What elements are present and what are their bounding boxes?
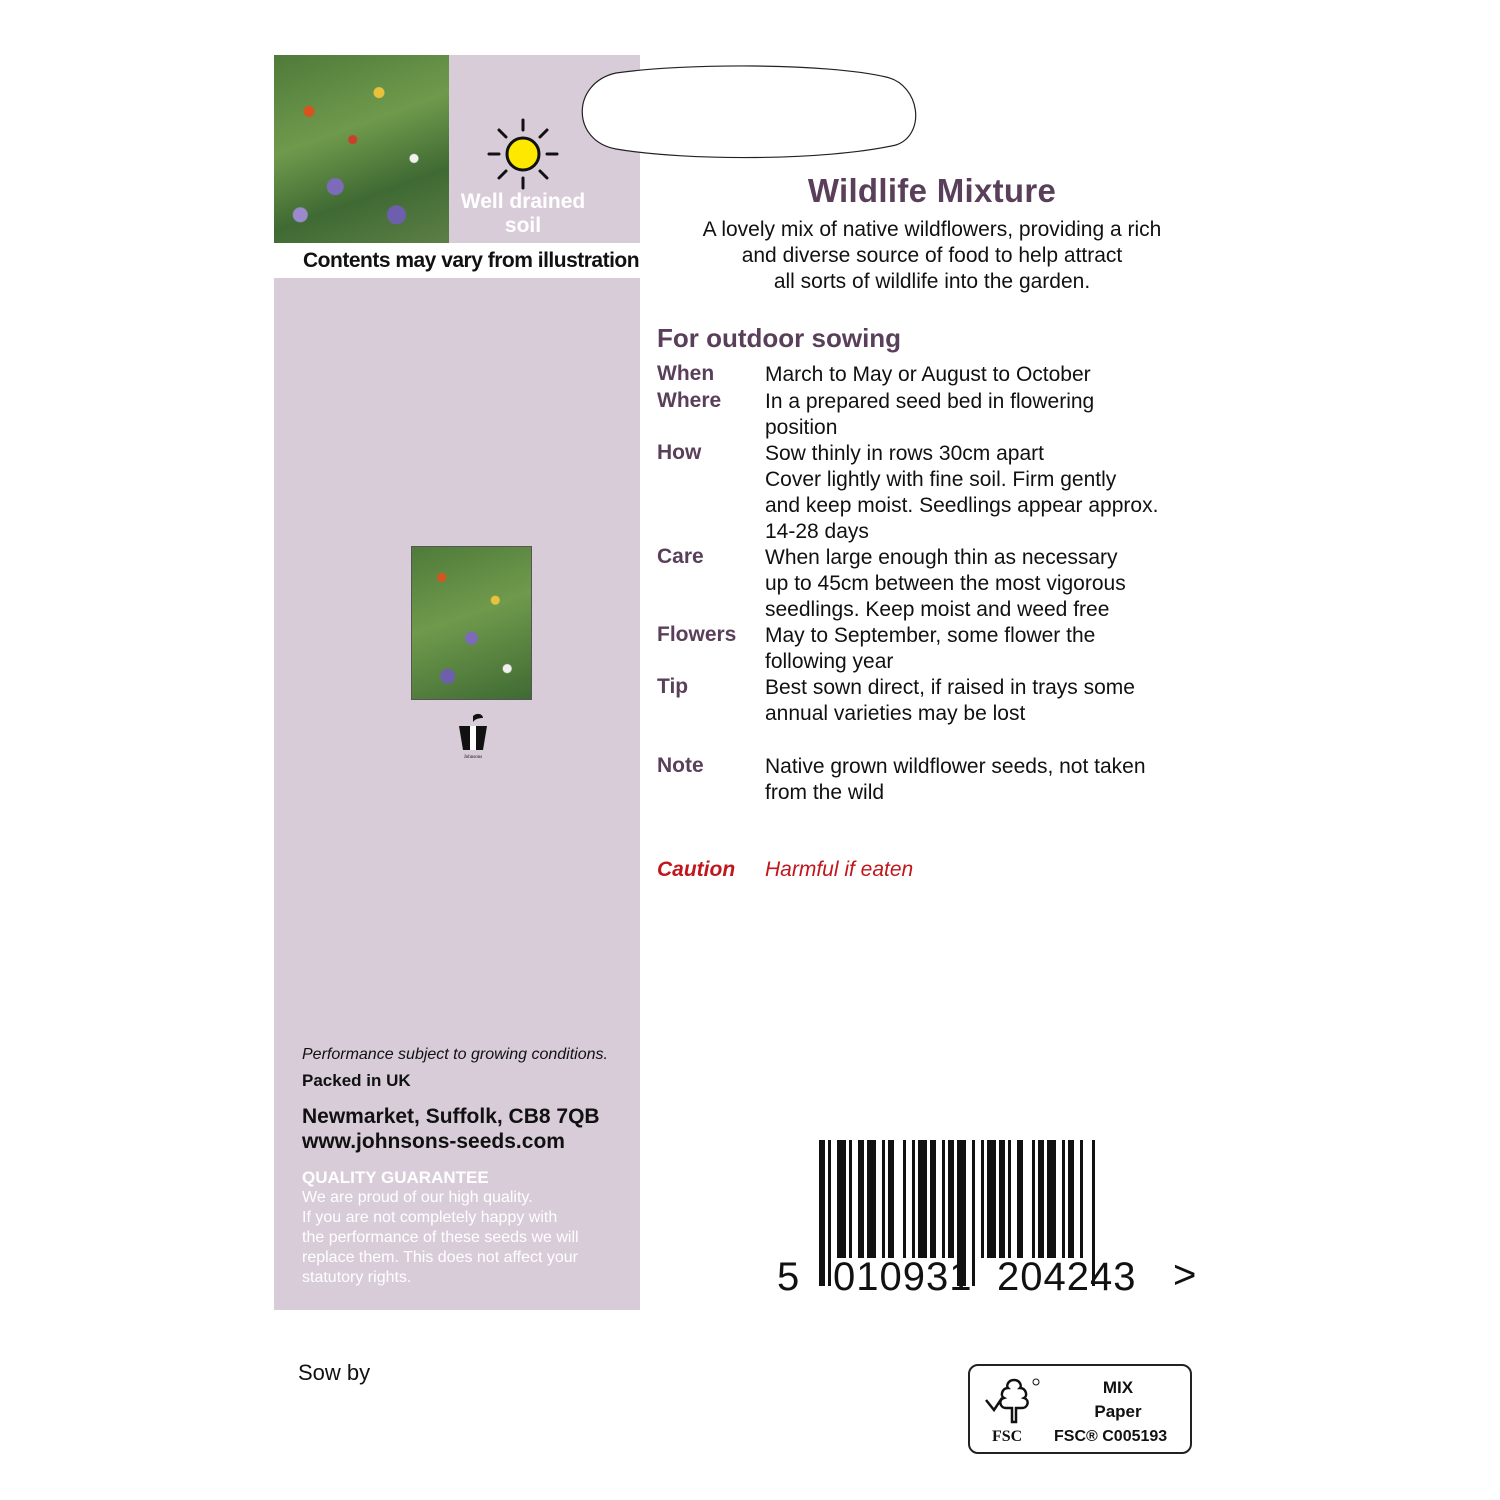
barcode-bar	[888, 1140, 894, 1258]
barcode-bar	[942, 1140, 945, 1258]
logo-text: Johnsons	[463, 755, 483, 760]
sow-by-label: Sow by	[298, 1360, 371, 1385]
fsc-wordmark: FSC	[992, 1428, 1023, 1445]
barcode-bar	[1068, 1140, 1074, 1258]
fsc-code: FSC® C005193	[1054, 1428, 1168, 1445]
flowers-label: Flowers	[657, 623, 737, 646]
how-label: How	[657, 441, 702, 464]
barcode-bar	[1008, 1140, 1011, 1258]
barcode-bar	[930, 1140, 936, 1258]
quality-title: QUALITY GUARANTEE	[302, 1168, 489, 1187]
barcode-bar	[903, 1140, 906, 1258]
barcode-bar	[1062, 1140, 1065, 1258]
barcode-bar	[837, 1140, 846, 1258]
value-line: position	[765, 416, 838, 439]
value-line: March to May or August to October	[765, 363, 1091, 386]
fsc-mix: MIX	[1102, 1378, 1134, 1397]
barcode-bar	[1032, 1140, 1035, 1258]
fsc-tree-icon	[984, 1376, 1044, 1426]
value-line: seedlings. Keep moist and weed free	[765, 598, 1110, 621]
caution-text: Harmful if eaten	[765, 858, 914, 881]
barcode-digits-left: 010931	[833, 1255, 973, 1298]
caution-label: Caution	[657, 858, 736, 881]
note-label: Note	[657, 754, 704, 777]
barcode-bar	[867, 1140, 876, 1258]
barcode-bar	[819, 1140, 825, 1286]
soil-requirement: Well drained soil	[460, 190, 586, 237]
when-value	[765, 362, 1205, 388]
barcode-bar	[1038, 1140, 1044, 1258]
product-title: Wildlife Mixture	[807, 172, 1057, 209]
value-line: In a prepared seed bed in flowering	[765, 390, 1095, 413]
value-line: Sow thinly in rows 30cm apart	[765, 442, 1044, 465]
packet-thumbnail	[411, 546, 532, 700]
description-line: A lovely mix of native wildflowers, providing a rich	[702, 218, 1162, 241]
sun-icon	[487, 118, 559, 190]
barcode-bar	[987, 1140, 996, 1258]
value-line: up to 45cm between the most vigorous	[765, 572, 1126, 595]
barcode-bar	[912, 1140, 915, 1258]
quality-line: statutory rights.	[302, 1269, 412, 1286]
where-label: Where	[657, 389, 722, 412]
website-link[interactable]: www.johnsons-seeds.com	[302, 1130, 565, 1153]
value-line: Cover lightly with fine soil. Firm gently	[765, 468, 1117, 491]
barcode-bar	[1047, 1140, 1056, 1258]
description-line: all sorts of wildlife into the garden.	[773, 270, 1091, 293]
quality-line: We are proud of our high quality.	[302, 1189, 533, 1206]
when-label: When	[657, 362, 715, 385]
barcode-bar	[882, 1140, 885, 1258]
tip-label: Tip	[657, 675, 689, 698]
johnsons-logo-icon	[455, 712, 491, 762]
barcode-bar	[1080, 1140, 1083, 1258]
address	[302, 1104, 600, 1154]
value-line: When large enough thin as necessary	[765, 546, 1118, 569]
wildflower-photo	[274, 55, 449, 243]
value-line: following year	[765, 650, 894, 673]
value-line: annual varieties may be lost	[765, 702, 1026, 725]
how-value	[765, 441, 1205, 545]
barcode-bar	[858, 1140, 864, 1258]
barcode-bar	[999, 1140, 1005, 1258]
quality-line: the performance of these seeds we will	[302, 1229, 579, 1246]
tip-value	[765, 675, 1205, 727]
fsc-paper: Paper	[1094, 1402, 1142, 1421]
flowers-value	[765, 623, 1205, 675]
barcode-digits-right: 204243	[997, 1255, 1137, 1298]
packed-in: Packed in UK	[302, 1071, 411, 1090]
barcode-bar	[918, 1140, 927, 1258]
contents-note: Contents may vary from illustration	[303, 249, 640, 272]
address-line: Newmarket, Suffolk, CB8 7QB	[302, 1105, 600, 1128]
barcode-digit-first: 5	[777, 1255, 800, 1298]
barcode	[775, 1138, 1205, 1298]
barcode-bar	[828, 1140, 831, 1286]
value-line: Best sown direct, if raised in trays some	[765, 676, 1135, 699]
product-description	[660, 217, 1204, 295]
quality-guarantee	[302, 1168, 636, 1288]
description-line: and diverse source of food to help attract	[741, 244, 1123, 267]
value-line: and keep moist. Seedlings appear approx.	[765, 494, 1159, 517]
barcode-bar	[849, 1140, 852, 1258]
note-value	[765, 754, 1205, 806]
care-label: Care	[657, 545, 704, 568]
side-info-panel	[274, 278, 640, 1310]
value-line: from the wild	[765, 781, 885, 804]
barcode-bar	[981, 1140, 984, 1258]
quality-line: If you are not completely happy with	[302, 1209, 558, 1226]
barcode-bar	[948, 1140, 954, 1258]
fsc-badge	[968, 1364, 1192, 1454]
hang-hole	[576, 65, 926, 159]
value-line: 14-28 days	[765, 520, 869, 543]
barcode-bar	[1017, 1140, 1023, 1258]
value-line: May to September, some flower the	[765, 624, 1096, 647]
barcode-quiet-mark: >	[1173, 1253, 1197, 1297]
where-value	[765, 389, 1205, 441]
performance-note: Performance subject to growing conditions.	[302, 1046, 608, 1063]
care-value	[765, 545, 1205, 623]
value-line: Native grown wildflower seeds, not taken	[765, 755, 1146, 778]
fsc-label	[1058, 1376, 1178, 1424]
quality-line: replace them. This does not affect your	[302, 1249, 579, 1266]
sowing-heading: For outdoor sowing	[657, 323, 902, 353]
